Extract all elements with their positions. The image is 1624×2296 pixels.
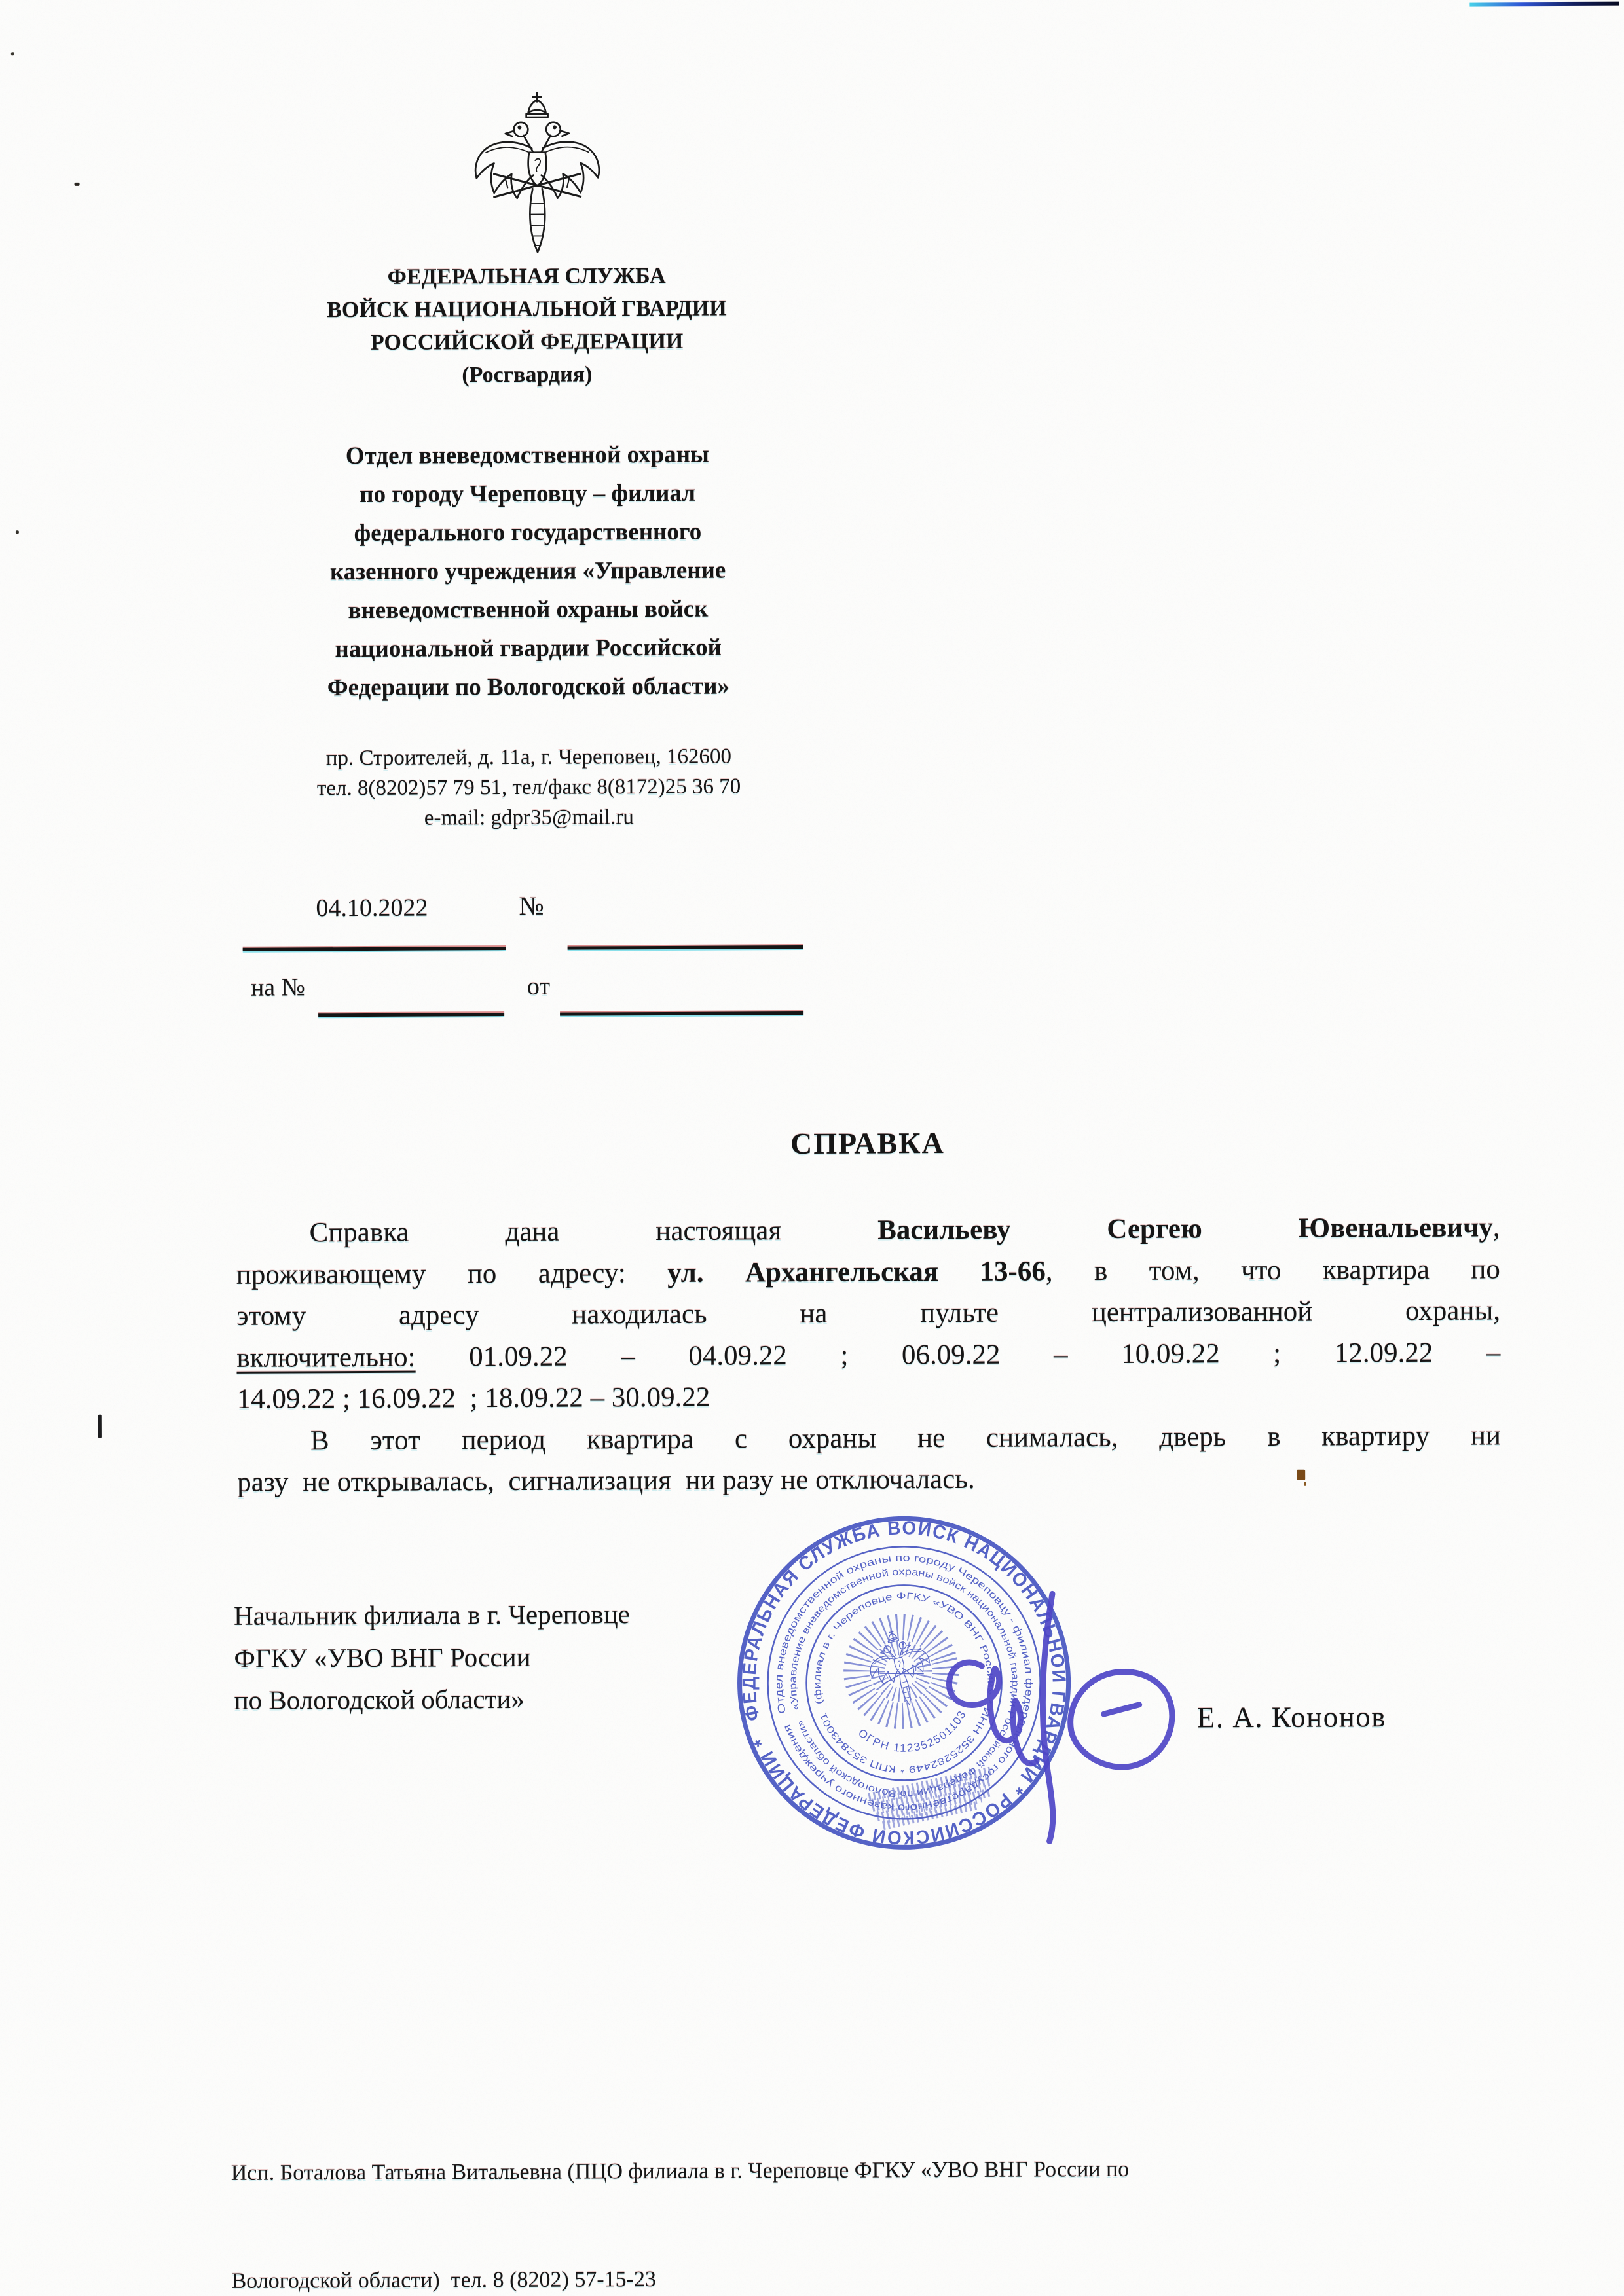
body-text: , в том, что квартира по — [1045, 1253, 1500, 1286]
underlined-word: включительно: — [236, 1341, 416, 1374]
stamp-ring3-text: «Управление вневедомственной охраны войск национальной гвардии Российской Федерации по Вологодской области» — [787, 1566, 1021, 1800]
signatory-name: Е. А. Кононов — [1196, 1700, 1387, 1734]
post-line: Начальник филиала в г. Череповце — [234, 1599, 630, 1631]
org-line: казенного учреждения «Управление — [329, 556, 726, 586]
from-date-label: от — [526, 972, 551, 1000]
body-line: этому адресу находилась на пульте централизованной охраны, — [236, 1295, 1501, 1332]
body-line — [236, 1207, 1500, 1254]
org-line: вневедомственной охраны войск — [348, 595, 709, 625]
scan-speck — [98, 1415, 102, 1438]
org-line: национальной гвардии Российской — [335, 634, 722, 663]
document-date: 04.10.2022 — [316, 894, 428, 922]
ruled-line-date — [243, 947, 506, 951]
scan-speck — [11, 52, 14, 55]
body-line: разу не открывалась, сигнализация ни разу не отключалась. — [237, 1463, 975, 1498]
ruled-line-number — [568, 945, 803, 950]
document-body — [236, 1207, 1501, 1503]
guard-periods: 01.09.22 – 04.09.22 ; 06.09.22 – 10.09.22 ; 12.09.22 – — [415, 1336, 1501, 1373]
letterhead-service-name — [238, 259, 815, 393]
body-text: , — [1492, 1212, 1500, 1243]
executor-line: Вологодской области) тел. 8 (8202) 57-15-23 — [231, 2267, 656, 2293]
scan-speck-brown — [1297, 1470, 1305, 1480]
reply-to-number-label: на № — [250, 974, 305, 1002]
ruled-line-reply-date — [560, 1011, 803, 1016]
service-line: ФЕДЕРАЛЬНАЯ СЛУЖБА — [387, 263, 666, 289]
stamp-ring2-text: Отдел вневедомственной охраны по городу Череповцу - филиал федерального государственного казенного учреждения — [773, 1552, 1035, 1813]
rosgvardia-emblem-icon — [468, 90, 606, 266]
org-line: Отдел вневедомственной охраны — [345, 441, 709, 470]
document-title: СПРАВКА — [790, 1126, 945, 1161]
phone-line: тел. 8(8202)57 79 51, тел/факс 8(8172)25 36 70 — [316, 774, 741, 801]
body-text: Справка дана настоящая — [309, 1214, 878, 1248]
org-line: Федерации по Вологодской области» — [327, 672, 730, 702]
handwritten-signature — [919, 1556, 1182, 1884]
recipient-address: ул. Архангельская 13-66 — [667, 1255, 1046, 1288]
body-line — [236, 1248, 1500, 1296]
stamp-ogrn-text: ОГРН 1123525011037 — [856, 1672, 969, 1755]
recipient-name: Васильеву Сергею Ювенальевичу — [877, 1212, 1493, 1246]
stamp-ring4-text: (филиал в г. Череповце ФГКУ «УВО ВНГ России» * ИНН 3525282449 * КПП 352843001 — [812, 1591, 996, 1775]
post-line: ФГКУ «УВО ВНГ России — [234, 1641, 531, 1673]
body-line: В этот период квартира с охраны не снималась, дверь в квартиру ни — [310, 1419, 1502, 1456]
executor-note — [231, 2078, 1384, 2296]
service-line: ВОЙСК НАЦИОНАЛЬНОЙ ГВАРДИИ — [327, 296, 727, 323]
service-line: РОССИЙСКОЙ ФЕДЕРАЦИИ — [370, 329, 684, 355]
guard-periods-continued: 14.09.22 ; 16.09.22 ; 18.09.22 – 30.09.22 — [236, 1381, 710, 1415]
scan-speck — [16, 530, 19, 534]
ruled-line-reply-number — [318, 1013, 504, 1017]
scan-artifact-stripe — [1469, 2, 1619, 7]
letterhead-contact-details — [240, 741, 817, 834]
service-line: (Росгвардия) — [462, 362, 593, 388]
post-line: по Вологодской области» — [234, 1683, 525, 1715]
stamp-outer-ring-text: ФЕДЕРАЛЬНАЯ СЛУЖБА ВОЙСК НАЦИОНАЛЬНОЙ ГВАРДИИ * РОССИЙСКОЙ ФЕДЕРАЦИИ * — [739, 1518, 1069, 1848]
body-text: проживающему по адресу: — [236, 1257, 668, 1290]
email-line: e-mail: gdpr35@mail.ru — [424, 805, 634, 830]
executor-line: Исп. Боталова Татьяна Витальевна (ПЦО филиала в г. Череповце ФГКУ «УВО ВНГ России по — [231, 2157, 1130, 2185]
body-line — [236, 1332, 1500, 1379]
scan-speck — [75, 183, 80, 186]
org-line: по городу Череповцу – филиал — [360, 479, 696, 509]
letterhead-organization-name — [239, 435, 817, 708]
org-line: федерального государственного — [354, 518, 702, 547]
number-sign-label: № — [519, 890, 544, 920]
address-line: пр. Строителей, д. 11а, г. Череповец, 162600 — [325, 744, 732, 771]
